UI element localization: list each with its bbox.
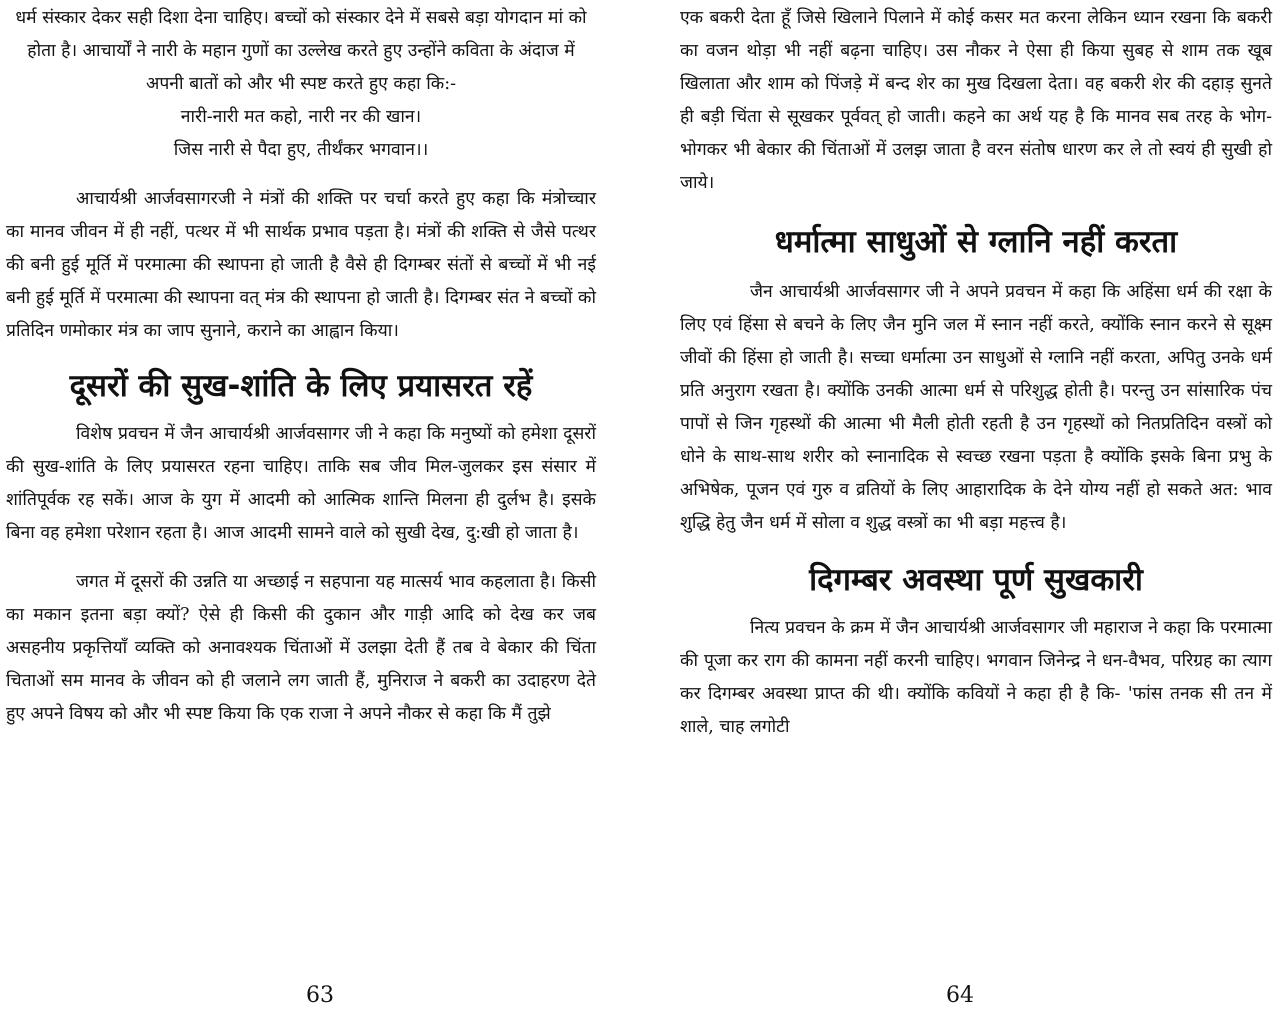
poem-line: जिस नारी से पैदा हुए, तीर्थंकर भगवान।।	[173, 140, 429, 160]
page-number: 63	[306, 983, 334, 1008]
mantra-paragraph: आचार्यश्री आर्जवसागरजी ने मंत्रों की शक्ति पर चर्चा करते हुए कहा कि मंत्रोच्चार का मानव जीवन में ही नहीं, पत्थर में भी सार्थक प्रभाव पड़ता है। मंत्रों की शक्ति से जैसे पत्थर की बनी हुई मूर्ति में परमात्मा की स्थापना हो जाती है वैसे ही दिगम्बर संतों से बच्चों में भी नई बनी हुई मूर्ति में परमात्मा की स्थापना वत् मंत्र की स्थापना हो जाती है। दिगम्बर संत ने बच्चों को प्रतिदिन णमोकार मंत्र का जाप सुनाने, कराने का आह्वान किया।	[6, 189, 596, 341]
right-page	[640, 0, 1280, 1013]
envy-paragraph: जगत में दूसरों की उन्नति या अच्छाई न सहपाना यह मात्सर्य भाव कहलाता है। किसी का मकान इतना बड़ा क्यों? ऐसे ही किसी की दुकान और गाड़ी आदि को देख कर जब असहनीय प्रकृत्तियाँ व्यक्ति को अनावश्यक चिंताओं में उलझा देती हैं तब वे बेकार की चिंता चिताओं सम मानव के जीवन को ही जलाने लग जाती हैं, मुनिराज ने बकरी का उदाहरण देते हुए अपने विषय को और भी स्पष्ट किया कि एक राजा ने अपने नौकर से कहा कि मैं तुझे	[6, 572, 596, 724]
section-heading: दूसरों की सुख-शांति के लिए प्रयासरत रहें	[69, 368, 533, 404]
page-number: 64	[946, 983, 974, 1008]
special-discourse-paragraph: विशेष प्रवचन में जैन आचार्यश्री आर्जवसागर जी ने कहा कि मनुष्यों को हमेशा दूसरों की सुख-शांति के लिए प्रयासरत रहना चाहिए। ताकि सब जीव मिल-जुलकर इस संसार में शांतिपूर्वक रह सकें। आज के युग में आदमी को आत्मिक शान्ति मिलना ही दुर्लभ है। इसके बिना वह हमेशा परेशान रहता है। आज आदमी सामने वाले को सुखी देख, दु:खी हो जाता है।	[6, 424, 596, 543]
goat-story-paragraph: एक बकरी देता हूँ जिसे खिलाने पिलाने में कोई कसर मत करना लेकिन ध्यान रखना कि बकरी का वजन थोड़ा भी नहीं बढ़ना चाहिए। उस नौकर ने ऐसा ही किया सुबह से शाम तक खूब खिलाता और शाम को पिंजड़े में बन्द शेर का मुख दिखला देता। वह बकरी शेर की दहाड़ सुनते ही बड़ी चिंता से सूखकर पूर्ववत् हो जाती। कहने का अर्थ यह है कि मानव सब तरह के भोग-भोगकर भी बेकार की चिंताओं में उलझ जाता है वरन संतोष धारण कर ले तो स्वयं ही सुखी हो जाये।	[680, 8, 1272, 193]
digambar-paragraph: नित्य प्रवचन के क्रम में जैन आचार्यश्री आर्जवसागर जी महाराज ने कहा कि परमात्मा की पूजा कर राग की कामना नहीं करनी चाहिए। भगवान जिनेन्द्र ने धन-वैभव, परिग्रह का त्याग कर दिगम्बर अवस्था प्राप्त की थी। क्योंकि कवियों ने कहा ही है कि- 'फांस तनक सी तन में शाले, चाह लगोटी	[680, 618, 1272, 737]
dharmatma-paragraph: जैन आचार्यश्री आर्जवसागर जी ने अपने प्रवचन में कहा कि अहिंसा धर्म की रक्षा के लिए एवं हिंसा से बचने के लिए जैन मुनि जल में स्नान नहीं करते, क्योंकि स्नान करने से सूक्ष्म जीवों की हिंसा हो जाती है। सच्चा धर्मात्मा उन साधुओं से ग्लानि नहीं करता, अपितु उनके धर्म प्रति अनुराग रखता है। क्योंकि उनकी आत्मा धर्म से परिशुद्ध होती है। परन्तु उन सांसारिक पंच पापों से जिन गृहस्थों की आत्मा भी मैली होती रहती है उन गृहस्थों को नितप्रतिदिन वस्त्रों को धोने के साथ-साथ शरीर को स्नानादिक से स्वच्छ रखना पड़ता है क्योंकि इसके बिना प्रभु के अभिषेक, पूजन एवं गुरु व व्रतियों के लिए आहारादिक के देने योग्य नहीं हो सकते अत: भाव शुद्धि हेतु जैन धर्म में सोला व शुद्ध वस्त्रों का भी बड़ा महत्त्व है।	[680, 282, 1272, 533]
poem-line: नारी-नारी मत कहो, नारी नर की खान।	[180, 107, 422, 127]
section-heading: धर्मात्मा साधुओं से ग्लानि नहीं करता	[774, 224, 1178, 260]
section-heading: दिगम्बर अवस्था पूर्ण सुखकारी	[809, 562, 1143, 598]
intro-paragraph: धर्म संस्कार देकर सही दिशा देना चाहिए। बच्चों को संस्कार देने में सबसे बड़ा योगदान मां को होता है। आचार्यों ने नारी के महान गुणों का उल्लेख करते हुए उन्होंने कविता के अंदाज में अपनी बातों को और भी स्पष्ट करते हुए कहा कि:-	[15, 8, 587, 94]
